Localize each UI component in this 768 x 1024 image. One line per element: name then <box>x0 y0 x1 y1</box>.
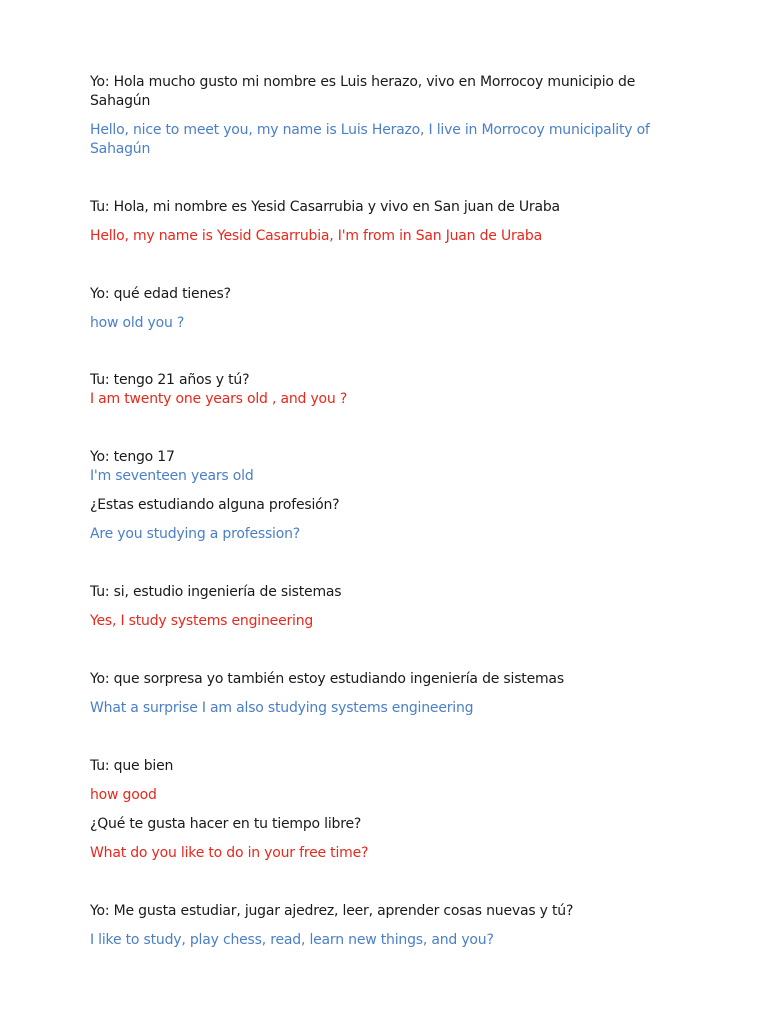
translation-line: how good <box>90 787 157 803</box>
translation-line: I'm seventeen years old <box>90 468 254 484</box>
spanish-line: Yo: Me gusta estudiar, jugar ajedrez, leer, aprender cosas nuevas y tú? <box>90 903 574 919</box>
translation-line: What do you like to do in your free time? <box>90 845 369 861</box>
spanish-line: Tu: que bien <box>90 758 174 774</box>
translation-line: What a surprise I am also studying systems engineering <box>90 700 474 716</box>
translation-line: Yes, I study systems engineering <box>90 613 314 629</box>
spanish-line: Tu: tengo 21 años y tú? <box>90 372 250 388</box>
spanish-line: Tu: Hola, mi nombre es Yesid Casarrubia y vivo en San juan de Uraba <box>90 199 560 215</box>
translation-line: I like to study, play chess, read, learn new things, and you? <box>90 932 494 948</box>
spanish-line: Yo: tengo 17 <box>90 449 175 465</box>
translation-line: Hello, my name is Yesid Casarrubia, I'm from in San Juan de Uraba <box>90 228 542 244</box>
spanish-line: ¿Qué te gusta hacer en tu tiempo libre? <box>90 816 362 832</box>
translation-line: how old you ? <box>90 315 185 331</box>
spanish-line: Yo: que sorpresa yo también estoy estudiando ingeniería de sistemas <box>90 671 564 687</box>
translation-line: Hello, nice to meet you, my name is Luis Herazo, I live in Morrocoy municipality of Sahagún <box>90 122 650 157</box>
spanish-line: Yo: Hola mucho gusto mi nombre es Luis herazo, vivo en Morrocoy municipio de Sahagún <box>90 74 636 109</box>
spanish-line: Tu: si, estudio ingeniería de sistemas <box>90 584 342 600</box>
translation-line: Are you studying a profession? <box>90 526 301 542</box>
spanish-line: ¿Estas estudiando alguna profesión? <box>90 497 340 513</box>
translation-line: I am twenty one years old , and you ? <box>90 391 348 407</box>
spanish-line: Yo: qué edad tienes? <box>90 286 231 302</box>
